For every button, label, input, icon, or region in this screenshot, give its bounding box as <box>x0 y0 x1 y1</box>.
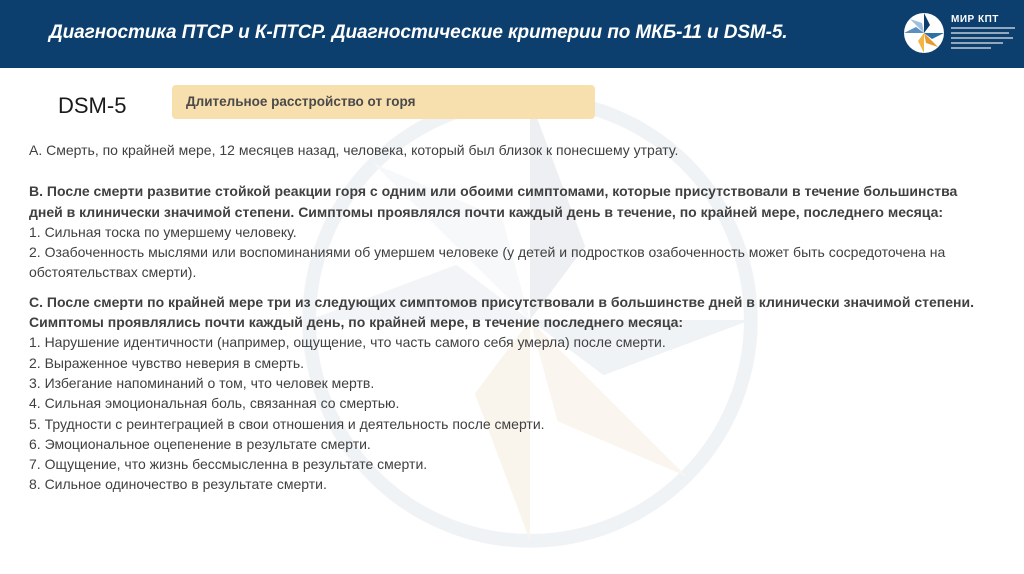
list-item: 6. Эмоциональное оцепенение в результате смерти. <box>29 435 371 452</box>
globe-logo-icon <box>902 11 946 55</box>
list-item: 8. Сильное одиночество в результате смерти. <box>29 476 327 493</box>
section-label: DSM-5 <box>58 93 127 118</box>
list-item: 1. Сильная тоска по умершему человеку. <box>29 223 297 240</box>
list-item: 5. Трудности с реинтеграцией в свои отношения и деятельность после смерти. <box>29 415 545 432</box>
logo <box>902 10 1020 58</box>
list-item: 2. Озабоченность мыслями или воспоминаниями об умершем человеке (у детей и подростков озабоченность может быть сосредоточена на обстоятельствах смерти). <box>29 244 946 281</box>
header-bar <box>0 0 1024 68</box>
logo-name: МИР КПТ <box>951 14 999 25</box>
section-tag: Длительное расстройство от горя <box>172 85 595 119</box>
criteria-body <box>29 140 989 495</box>
criterion-a: А. Смерть, по крайней мере, 12 месяцев назад, человека, который был близок к понесшему утрату. <box>29 142 679 158</box>
list-item: 2. Выраженное чувство неверия в смерть. <box>29 354 305 371</box>
criterion-b <box>29 181 989 282</box>
list-item: 7. Ощущение, что жизнь бессмысленна в результате смерти. <box>29 456 428 473</box>
criterion-c-heading: С. После смерти по крайней мере три из следующих симптомов присутствовали в большинстве дней в клинически значимой степени. Симптомы проявлялись почти каждый день, по крайней мере, в течение последнего месяца: <box>29 293 974 331</box>
logo-subtitle-lines <box>951 27 1015 52</box>
criterion-b-heading: В. После смерти развитие стойкой реакции горя с одним или обоими симптомами, которые присутствовали в течение большинства дней в клинически значимой степени. Симптомы проявлялся почти каждый день в течение, по крайней мере, последнего месяца: <box>29 183 958 220</box>
criterion-c <box>29 292 989 495</box>
list-item: 4. Сильная эмоциональная боль, связанная со смертью. <box>29 395 400 412</box>
slide-title: Диагностика ПТСР и К-ПТСР. Диагностические критерии по МКБ-11 и DSM-5. <box>49 22 788 43</box>
list-item: 1. Нарушение идентичности (например, ощущение, что часть самого себя умерла) после смерти. <box>29 334 666 351</box>
list-item: 3. Избегание напоминаний о том, что человек мертв. <box>29 374 375 391</box>
